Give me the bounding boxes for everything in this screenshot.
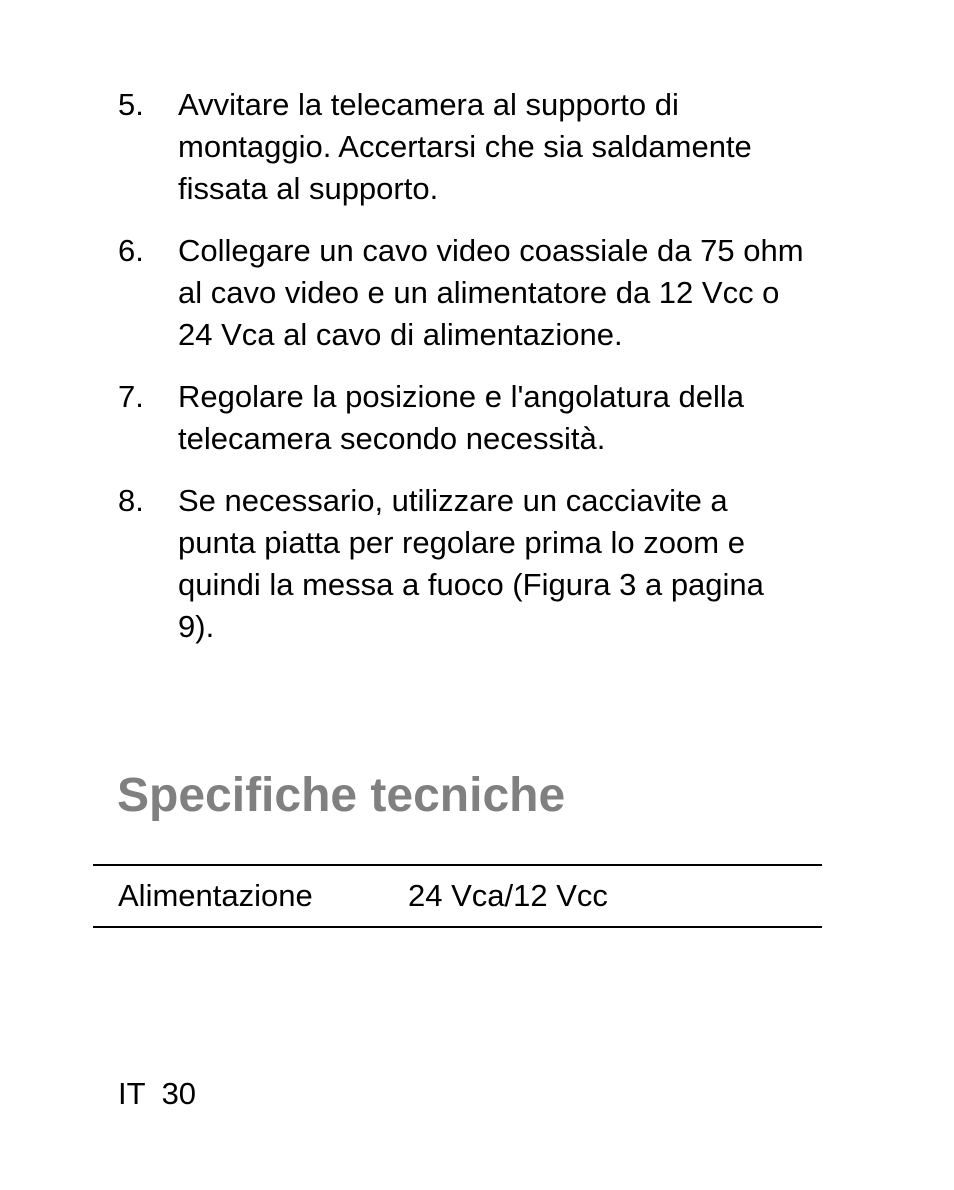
- spec-row: [93, 866, 822, 926]
- step-text: Collegare un cavo video coassiale da 75 ohm al cavo video e un alimentatore da 12 Vcc o 24 Vca al cavo di alimentazione.: [178, 233, 804, 352]
- step-text: Regolare la posizione e l'angolatura della telecamera secondo necessità.: [178, 379, 745, 456]
- step-text: Se necessario, utilizzare un cacciavite a punta piatta per regolare prima lo zoom e quindi la messa a fuoco (Figura 3 a pagina 9).: [178, 483, 764, 644]
- spec-label: Alimentazione: [118, 878, 313, 913]
- step-item: [118, 480, 818, 648]
- section-title: Specifiche tecniche: [117, 769, 566, 822]
- step-text: Avvitare la telecamera al supporto di montaggio. Accertarsi che sia saldamente fissata al supporto.: [178, 87, 752, 206]
- step-item: [118, 230, 818, 356]
- step-number: 8.: [118, 483, 144, 518]
- language-code: IT: [118, 1076, 146, 1111]
- step-number: 7.: [118, 379, 144, 414]
- step-number: 5.: [118, 87, 144, 122]
- page-footer: [118, 1076, 196, 1112]
- spec-table: [93, 864, 822, 928]
- page-number: 30: [161, 1076, 197, 1111]
- procedure-steps: [118, 84, 818, 668]
- step-item: [118, 376, 818, 460]
- spec-value: 24 Vca/12 Vcc: [408, 878, 608, 913]
- step-number: 6.: [118, 233, 144, 268]
- step-item: [118, 84, 818, 210]
